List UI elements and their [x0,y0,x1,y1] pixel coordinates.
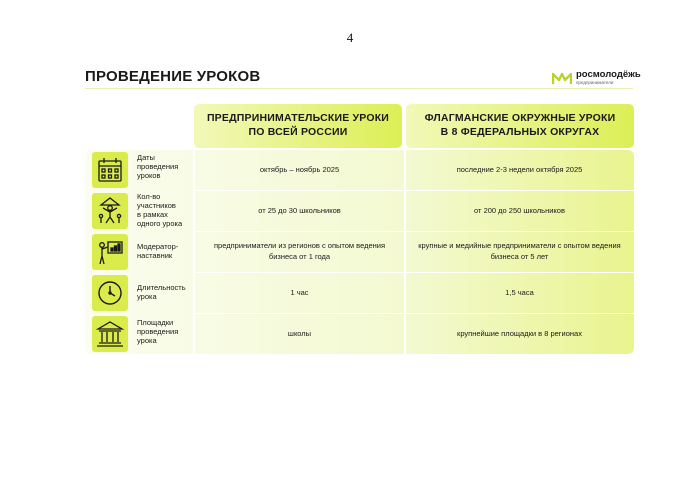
brand-subtitle: предприниматели [576,79,614,85]
column-header-entrepreneurial-lessons: ПРЕДПРИНИМАТЕЛЬСКИЕ УРОКИ ПО ВСЕЙ РОССИИ [194,104,402,148]
title-divider [85,88,633,89]
page-number: 4 [346,30,354,45]
venue-icon [92,316,128,352]
participants-icon [92,193,128,229]
row-label-participants: Кол-во участников в рамках одного урока [137,192,183,228]
cell-moderator-entrepreneurial: предприниматели из регионов с опытом ведения бизнеса от 1 года [213,241,386,261]
cell-venues-flagship: крупнейшие площадки в 8 регионах [457,328,582,338]
calendar-icon [92,152,128,188]
brand-logo [552,70,641,85]
row-label-moderator: Модератор- наставник [137,242,179,260]
cell-participants-entrepreneurial: от 25 до 30 школьников [258,205,341,215]
row-label-dates: Даты проведения уроков [137,153,179,180]
cell-dates-entrepreneurial: октябрь – ноябрь 2025 [259,164,340,174]
row-label-venues: Площадки проведения урока [137,318,179,345]
column-header-flagship-lessons: ФЛАГМАНСКИЕ ОКРУЖНЫЕ УРОКИ В 8 ФЕДЕРАЛЬНЫХ ОКРУГАХ [406,104,634,148]
row-label-duration: Длительность урока [137,283,186,301]
column-divider [404,150,406,354]
slide-title: ПРОВЕДЕНИЕ УРОКОВ [85,68,261,85]
brand-name: росмолодёжь [576,69,641,80]
cell-duration-entrepreneurial: 1 час [290,287,309,297]
lessons-table [85,150,634,354]
cell-dates-flagship: последние 2-3 недели октября 2025 [456,164,583,174]
cell-participants-flagship: от 200 до 250 школьников [474,205,565,215]
cell-duration-flagship: 1,5 часа [505,287,534,297]
cell-venues-entrepreneurial: школы [287,328,312,338]
cell-moderator-flagship: крупные и медийные предприниматели с опытом ведения бизнеса от 5 лет [418,241,621,261]
presenter-icon [92,234,128,270]
clock-icon [92,275,128,311]
brand-mark-icon [552,71,572,85]
